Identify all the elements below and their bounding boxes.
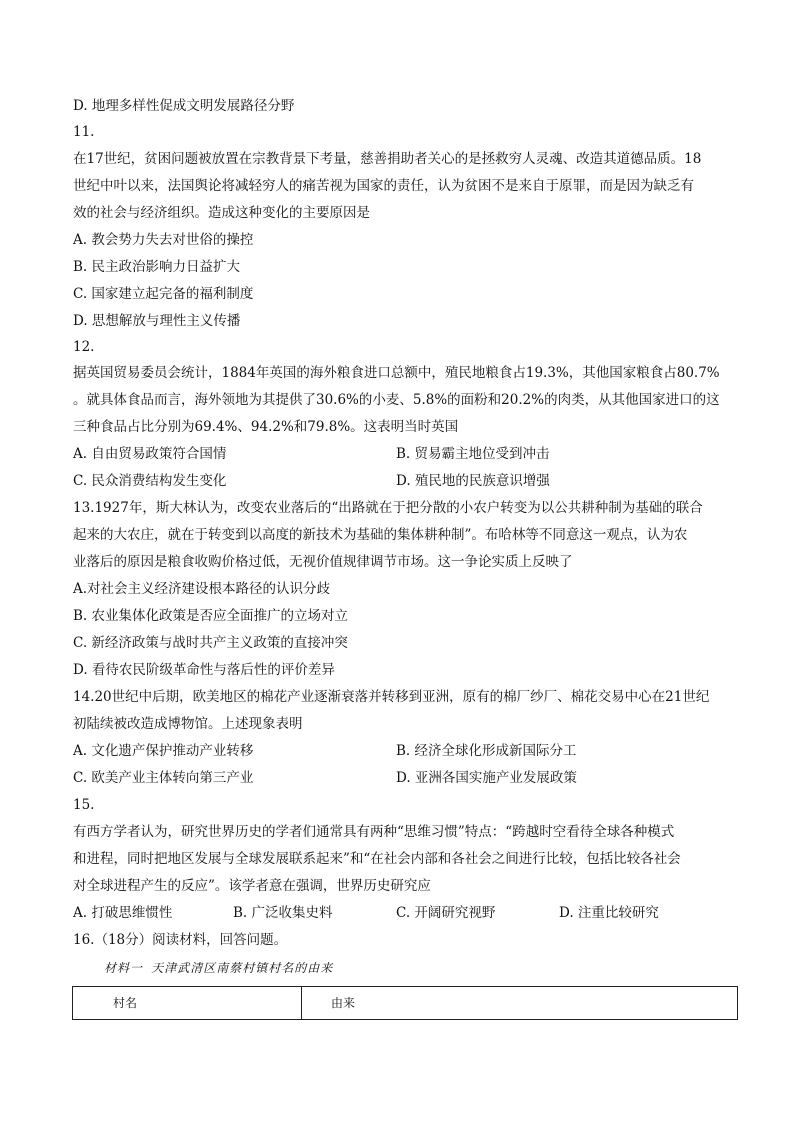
q14-option-c: C. 欧美产业主体转向第三产业 <box>73 770 254 786</box>
table-header-village-name: 村名 <box>113 996 138 1010</box>
q12-stem-line-3: 三种食品占比分别为69.4%、94.2%和79.8%。这表明当时英国 <box>73 419 459 435</box>
q12-stem-line-2: 。就具体食品而言，海外领地为其提供了30.6%的小麦、5.8%的面粉和20.2%的肉类，从其他国家进口的这 <box>73 392 720 408</box>
q12-option-a: A. 自由贸易政策符合国情 <box>73 446 227 462</box>
q15-stem-line-1: 有西方学者认为，研究世界历史的学者们通常具有两种“思维习惯”特点：“跨越时空看待全球各种模式 <box>73 824 675 840</box>
q13-option-b: B. 农业集体化政策是否应全面推广的立场对立 <box>73 608 349 624</box>
q14-options-row-2 <box>73 768 733 788</box>
q12-options-row-2 <box>73 471 733 491</box>
q15-option-c: C. 开阔研究视野 <box>396 905 496 921</box>
q14-stem-line-2: 初陆续被改造成博物馆。上述现象表明 <box>73 716 303 732</box>
q10-option-d: D. 地理多样性促成文明发展路径分野 <box>73 98 295 114</box>
q13-option-d: D. 看待农民阶级革命性与落后性的评价差异 <box>73 662 335 678</box>
q11-stem-line-2: 世纪中叶以来，法国舆论将减轻穷人的痛苦视为国家的责任，认为贫困不是来自于原罪，而是因为缺乏有 <box>73 178 694 194</box>
q14-option-d: D. 亚洲各国实施产业发展政策 <box>396 770 577 786</box>
q14-options-row-1 <box>73 741 733 761</box>
q13-stem-line-1: 13.1927年，斯大林认为，改变农业落后的“出路就在于把分散的小农户转变为以公共耕种制为基础的联合 <box>73 500 703 516</box>
q12-number: 12. <box>73 339 95 355</box>
q11-stem-line-1: 在17世纪，贫困问题被放置在宗教背景下考量，慈善捐助者关心的是拯救穷人灵魂、改造其道德品质。18 <box>73 151 702 167</box>
q16-stem: 16.（18分）阅读材料，回答问题。 <box>73 932 288 948</box>
q16-material-caption: 材料一 天津武清区南蔡村镇村名的由来 <box>104 961 334 975</box>
q11-option-a: A. 教会势力失去对世俗的操控 <box>73 232 254 248</box>
q14-option-b: B. 经济全球化形成新国际分工 <box>396 743 577 759</box>
q12-option-c: C. 民众消费结构发生变化 <box>73 473 227 489</box>
table-header-origin: 由来 <box>331 996 356 1010</box>
q11-option-c: C. 国家建立起完备的福利制度 <box>73 286 254 302</box>
q11-option-d: D. 思想解放与理性主义传播 <box>73 313 241 329</box>
table-column-divider <box>301 987 302 1019</box>
q15-option-d: D. 注重比较研究 <box>559 905 659 921</box>
q14-stem-line-1: 14.20世纪中后期，欧美地区的棉花产业逐渐衰落并转移到亚洲，原有的棉厂纱厂、棉花交易中心在21世纪 <box>73 689 710 705</box>
q15-stem-line-3: 对全球进程产生的反应”。该学者意在强调，世界历史研究应 <box>73 878 431 894</box>
q13-stem-line-2: 起来的大农庄，就在于转变到以高度的新技术为基础的集体耕种制”。布哈林等不同意这一观点，认为农 <box>73 527 688 543</box>
q12-options-row-1 <box>73 444 733 464</box>
q11-stem-line-3: 效的社会与经济组织。造成这种变化的主要原因是 <box>73 205 370 221</box>
q15-option-b: B. 广泛收集史料 <box>233 905 333 921</box>
q13-stem-line-3: 业落后的原因是粮食收购价格过低，无视价值规律调节市场。这一争论实质上反映了 <box>73 554 573 570</box>
q15-number: 15. <box>73 797 95 813</box>
q15-option-a: A. 打破思维惯性 <box>73 905 173 921</box>
q13-option-c: C. 新经济政策与战时共产主义政策的直接冲突 <box>73 635 348 651</box>
q13-option-a: A.对社会主义经济建设根本路径的认识分歧 <box>73 581 331 597</box>
q12-option-d: D. 殖民地的民族意识增强 <box>396 473 550 489</box>
q11-option-b: B. 民主政治影响力日益扩大 <box>73 259 241 275</box>
q12-option-b: B. 贸易霸主地位受到冲击 <box>396 446 550 462</box>
q12-stem-line-1: 据英国贸易委员会统计，1884年英国的海外粮食进口总额中，殖民地粮食占19.3%，其他国家粮食占80.7% <box>73 365 720 381</box>
q14-option-a: A. 文化遗产保护推动产业转移 <box>73 743 254 759</box>
q16-material-table <box>72 986 738 1020</box>
q11-number: 11. <box>73 124 95 140</box>
q15-stem-line-2: 和进程，同时把地区发展与全球发展联系起来”和“在社会内部和各社会之间进行比较，包括比较各社会 <box>73 851 681 867</box>
